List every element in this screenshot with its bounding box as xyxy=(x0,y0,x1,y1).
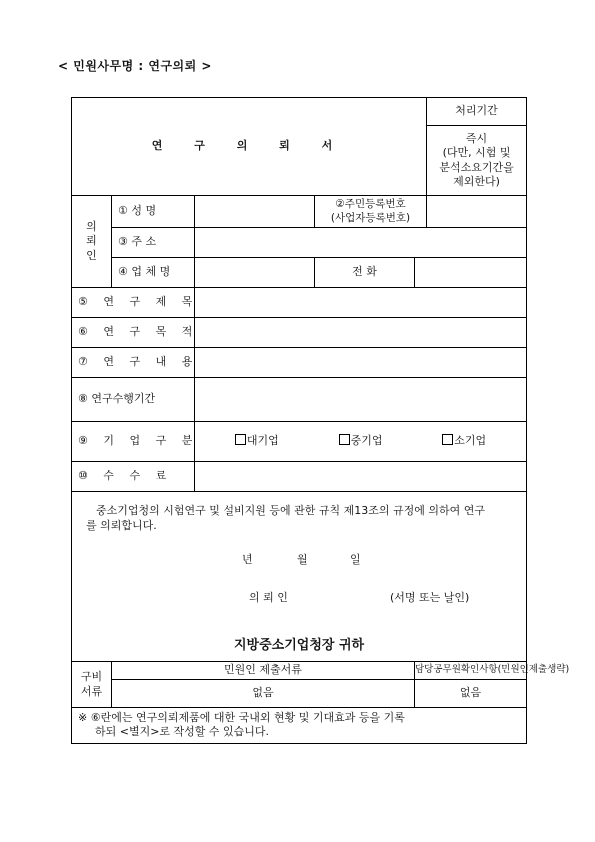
note-line-2: 하되 <별지>로 작성할 수 있습니다. xyxy=(95,725,270,739)
recipient-line: 지방중소기업청장 귀하 xyxy=(233,638,365,653)
research-content-field[interactable] xyxy=(195,348,527,378)
date-month-label: 월 xyxy=(297,553,308,566)
date-year-label: 년 xyxy=(242,553,253,566)
form-title: 연 구 의 뢰 서 xyxy=(72,98,427,196)
fee-field[interactable] xyxy=(195,462,527,492)
company-class-options xyxy=(195,422,527,462)
research-subject-label: ⑤ 연 구 제 목 xyxy=(72,288,195,318)
research-request-form xyxy=(71,97,570,744)
name-field[interactable] xyxy=(195,196,315,228)
research-subject-field[interactable] xyxy=(195,288,527,318)
research-period-field[interactable] xyxy=(195,378,527,422)
date-day-label: 일 xyxy=(350,553,361,566)
research-purpose-label: ⑥ 연 구 목 적 xyxy=(72,318,195,348)
applicant-label: 의 뢰 인 xyxy=(249,591,288,604)
applicant-documents-header: 민원인 제출서류 xyxy=(112,662,415,680)
signature-seal-label: (서명 또는 날인) xyxy=(390,591,470,604)
page-heading: < 민원사무명 : 연구의뢰 > xyxy=(58,59,212,73)
name-label: ① 성 명 xyxy=(112,196,195,228)
fee-label: ⑩ 수 수 료 xyxy=(72,462,195,492)
option-medium-company[interactable]: 중기업 xyxy=(339,434,383,448)
company-class-label: ⑨ 기 업 구 분 xyxy=(72,422,195,462)
declaration-section xyxy=(72,492,527,662)
phone-field[interactable] xyxy=(415,258,527,288)
research-period-label: ⑧ 연구수행기간 xyxy=(72,378,195,422)
note-line-1: ※ ⑥란에는 연구의뢰제품에 대한 국내외 현황 및 기대효과 등을 기록 xyxy=(78,711,405,724)
checkbox-icon xyxy=(442,434,453,445)
checkbox-icon xyxy=(235,434,246,445)
research-purpose-field[interactable] xyxy=(195,318,527,348)
processing-period-label: 처리기간 xyxy=(427,98,527,126)
checkbox-icon xyxy=(339,434,350,445)
applicant-documents-value: 없음 xyxy=(112,680,415,708)
company-name-label: ④ 업 체 명 xyxy=(112,258,195,288)
company-name-field[interactable] xyxy=(195,258,315,288)
declaration-statement: 중소기업청의 시험연구 및 설비지원 등에 관한 규칙 제13조의 규정에 의하여 연구를 의뢰합니다. xyxy=(86,504,485,532)
requester-group-label: 의 뢰 인 xyxy=(72,196,112,288)
phone-label: 전 화 xyxy=(315,258,415,288)
registration-number-field[interactable] xyxy=(427,196,527,228)
research-content-label: ⑦ 연 구 내 용 xyxy=(72,348,195,378)
option-small-company[interactable]: 소기업 xyxy=(442,434,486,448)
address-label: ③ 주 소 xyxy=(112,228,195,258)
address-field[interactable] xyxy=(195,228,527,258)
official-check-header: 담당공무원확인사항(민원인제출생략) xyxy=(415,662,527,680)
documents-label: 구비 서류 xyxy=(72,662,112,708)
registration-number-label: ②주민등록번호 (사업자등록번호) xyxy=(315,196,427,228)
form-note xyxy=(72,708,527,744)
processing-period-value: 즉시 (다만, 시험 및 분석소요기간을 제외한다) xyxy=(427,126,527,196)
official-check-value: 없음 xyxy=(415,680,527,708)
option-large-company[interactable]: 대기업 xyxy=(235,434,279,448)
